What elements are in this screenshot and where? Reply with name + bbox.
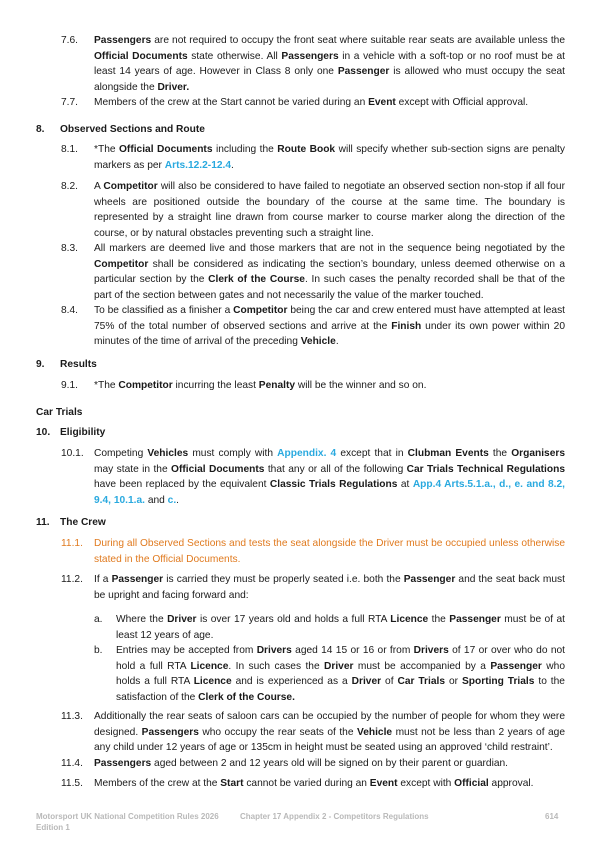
clause-number: 9.1. — [61, 380, 78, 391]
clause-number: 11.5. — [61, 778, 83, 789]
clause-text: Additionally the rear seats of saloon cars can be occupied by the number of people for whom they were designed. Passengers who occupy the rear seats of the Vehicle must not be less than 2 years of age any child under 12 years of age or 135cm in height must be seated using an approved ‘child restraint’. — [94, 711, 565, 754]
clause-8-2 — [61, 179, 565, 241]
clause-10-1 — [61, 446, 565, 508]
clause-text: Competing Vehicles must comply with Appendix. 4 except that in Clubman Events the Organisers may state in the Official Documents that any or all of the following Car Trials Technical Regulations have been replaced by the equivalent Classic Trials Regulations at App.4 Arts.5.1.a., d., e. and 8.2, 9.4, 10.1.a. and c.. — [94, 448, 565, 506]
clause-11-3 — [61, 709, 565, 756]
section-heading-8: 8. Observed Sections and Route — [36, 124, 205, 135]
subclause-11-2-b — [94, 643, 565, 705]
section-heading-9: 9. Results — [36, 359, 97, 370]
footer-left — [36, 811, 219, 833]
footer-edition: Edition 1 — [36, 823, 70, 832]
clause-11-5 — [61, 776, 565, 792]
clause-number: 11.4. — [61, 758, 83, 769]
clause-number: 7.6. — [61, 35, 78, 46]
clause-text: Members of the crew at the Start cannot be varied during an Event except with Official approval. — [94, 97, 529, 108]
article-link[interactable]: App.4 Arts.5.1.a., d., e. and 8.2, 9.4, 10.1.a. — [94, 479, 565, 506]
clause-text: *The Competitor incurring the least Penalty will be the winner and so on. — [94, 380, 427, 391]
clause-7-6 — [61, 33, 565, 95]
subclause-letter: a. — [94, 614, 103, 625]
chapter-title: Car Trials — [36, 407, 83, 418]
subclause-11-2-a — [94, 612, 565, 643]
subclause-text: Where the Driver is over 17 years old and holds a full RTA Licence the Passenger must be of at least 12 years of age. — [116, 614, 565, 641]
clause-8-3 — [61, 241, 565, 303]
clause-7-7 — [61, 95, 565, 111]
article-link[interactable]: c. — [167, 494, 177, 506]
article-link[interactable]: Arts.12.2-12.4 — [164, 159, 232, 171]
clause-text: Members of the crew at the Start cannot be varied during an Event except with Official approval. — [94, 778, 534, 789]
clause-text: All markers are deemed live and those markers that are not in the sequence being negotiated by the Competitor shall be considered as indicating the section’s boundary, unless deemed otherwise on a particular section by the Clerk of the Course. In such cases the penalty recorded shall be that of the part of the section between gates and not necessarily the value of the marker touched. — [94, 243, 565, 301]
clause-text: Passengers aged between 2 and 12 years old will be signed on by their parent or guardian. — [94, 758, 509, 769]
clause-number: 7.7. — [61, 97, 78, 108]
clause-number: 8.2. — [61, 181, 78, 192]
clause-9-1 — [61, 378, 565, 394]
clause-number: 10.1. — [61, 448, 84, 459]
clause-number: 11.3. — [61, 711, 83, 722]
clause-11-4 — [61, 756, 565, 772]
clause-11-1 — [61, 536, 565, 567]
appendix-link[interactable]: Appendix. 4 — [277, 448, 337, 459]
clause-number: 11.1. — [61, 538, 83, 549]
clause-text: A Competitor will also be considered to have failed to negotiate an observed section non-stop if all four wheels are positioned outside the boundary of the course at the same time. The boundary is represented by a straight line drawn from course marker to course marker along the direction of the course, or by natural obstacles preventing such a straight line. — [94, 181, 565, 239]
subclause-letter: b. — [94, 645, 103, 656]
clause-number: 8.3. — [61, 243, 78, 254]
clause-text: *The Official Documents including the Route Book will specify whether sub-section signs are penalty markers as per Arts.12.2-12.4. — [94, 144, 565, 171]
clause-8-4 — [61, 303, 565, 350]
clause-text: To be classified as a finisher a Competitor being the car and crew entered must have attempted at least 75% of the total number of observed sections and arrive at the Finish under its own power within 20 minutes of the time of arrival of the preceding Vehicle. — [94, 305, 566, 348]
clause-number: 8.1. — [61, 144, 78, 155]
clause-text: Passengers are not required to occupy the front seat where suitable rear seats are available unless the Official Documents state otherwise. All Passengers in a vehicle with a soft-top or no roof must be at least 14 years of age. However in Class 8 only one Passenger is allowed who must occupy the seat alongside the Driver. — [94, 35, 565, 93]
footer-publication: Motorsport UK National Competition Rules 2026 — [36, 812, 219, 821]
footer-chapter: Chapter 17 Appendix 2 - Competitors Regulations — [240, 812, 429, 821]
clause-text: If a Passenger is carried they must be properly seated i.e. both the Passenger and the seat back must be upright and facing forward and: — [94, 574, 565, 601]
clause-text-highlighted: During all Observed Sections and tests the seat alongside the Driver must be occupied unless otherwise stated in the Official Documents. — [94, 538, 565, 565]
clause-number: 11.2. — [61, 574, 83, 585]
footer-page-number: 614 — [545, 812, 559, 821]
clause-8-1 — [61, 142, 565, 173]
clause-number: 8.4. — [61, 305, 78, 316]
subclause-text: Entries may be accepted from Drivers aged 14 15 or 16 or from Drivers of 17 or over who do not hold a full RTA Licence. In such cases the Driver must be accompanied by a Passenger who holds a full RTA Licence and is experienced as a Driver of Car Trials or Sporting Trials to the satisfaction of the Clerk of the Course. — [116, 645, 565, 703]
clause-11-2 — [61, 572, 565, 603]
section-heading-11: 11. The Crew — [36, 517, 106, 528]
section-heading-10: 10. Eligibility — [36, 427, 106, 438]
